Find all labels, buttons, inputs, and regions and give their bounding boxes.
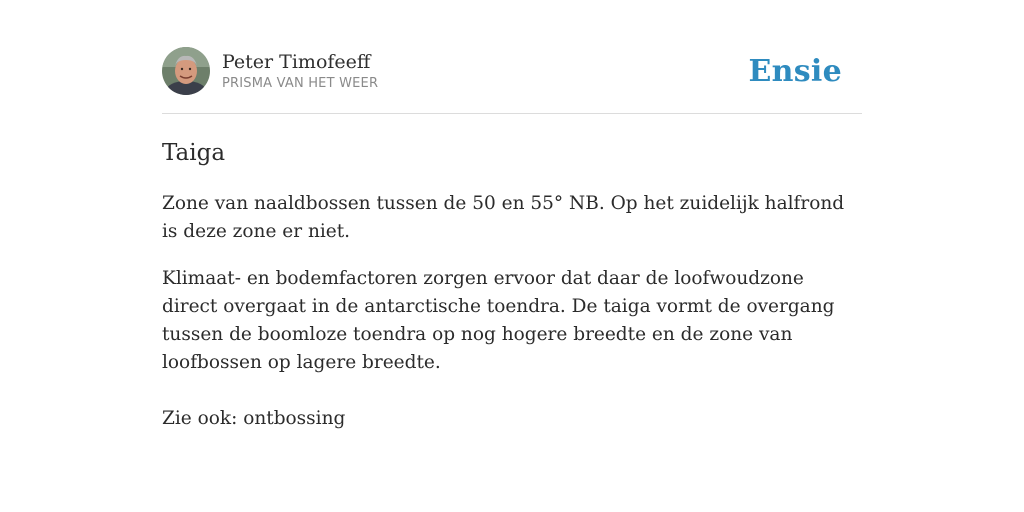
brand-logo[interactable]: Ensie — [748, 53, 842, 89]
author-name[interactable]: Peter Timofeeff — [222, 50, 371, 73]
entry-paragraph-1: Zone van naaldbossen tussen de 50 en 55° NB. Op het zuidelijk halfrond is deze zone er niet. — [162, 193, 845, 242]
entry-header — [162, 46, 862, 114]
author-block[interactable] — [162, 47, 378, 95]
author-publication[interactable]: PRISMA VAN HET WEER — [222, 75, 379, 91]
avatar-portrait-icon — [162, 47, 210, 95]
entry-title: Taiga — [162, 140, 226, 166]
see-also-prefix: Zie ook: — [162, 408, 244, 429]
author-text — [222, 50, 378, 93]
see-also-link[interactable]: ontbossing — [243, 408, 346, 429]
avatar[interactable] — [162, 47, 210, 95]
see-also — [162, 405, 862, 433]
entry-paragraph-2: Klimaat- en bodemfactoren zorgen ervoor dat daar de loofwoudzone direct overgaat in de antarctische toendra. De taiga vormt de overgang tussen de boomloze toendra op nog hogere breedte en de zone van loofbossen op lagere breedte. — [162, 268, 835, 373]
entry-card — [162, 46, 862, 433]
